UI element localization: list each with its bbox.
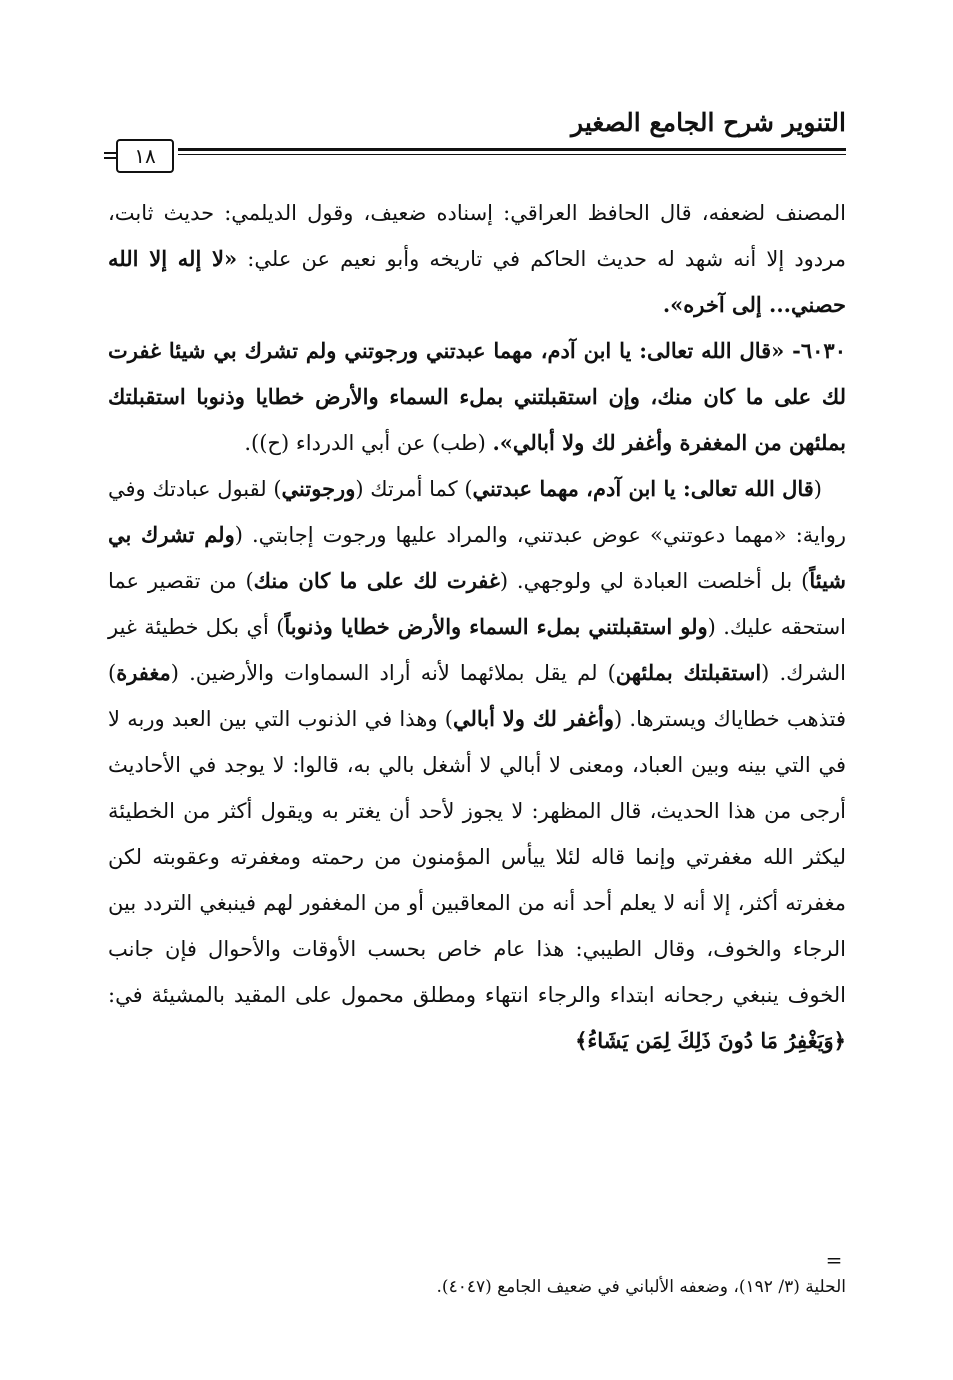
bold-segment: ٦٠٣٠- «قال الله تعالى: يا ابن آدم، مهما عبدتني ورجوتني ولم تشرك بي شيئا غفرت لك على ما كان منك، وإن استقبلتني بملء السماء والأرض خطايا وذنوبا استقبلتك بملئهن من المغفرة وأغفر لك ولا أبالي». [108,338,846,455]
bold-segment: قال الله تعالى: يا ابن آدم، مهما عبدتني [472,476,814,501]
header-rule-thin [178,154,846,155]
text-segment: المصنف لضعفه، قال الحافظ العراقي: إسناده ضعيف، وقول الديلمي: حديث ثابت، مردود إلا أنه شهد له حديث الحاكم في تاريخه وأبو نعيم عن علي: [108,201,846,271]
text-segment: ) من تقصير عما استحقه عليك. ( [108,569,846,639]
text-segment: ) فتذهب خطاياك ويسترها. ( [108,661,846,731]
footnote: الحلية (٣/ ١٩٢)، وضعفه الألباني في ضعيف الجامع (٤٠٤٧). [436,1277,846,1297]
bold-segment: مغفرة [116,660,171,685]
text-segment: ) بل أخلصت العبادة لي ولوجهي. ( [499,569,810,593]
bold-segment: ﴿وَيَغْفِرُ مَا دُونَ ذَلِكَ لِمَن يَشَاءُ﴾ [575,1028,846,1053]
footnote-continuation-mark: = [825,1248,843,1272]
text-segment: ) لقبول عبادتك وفي رواية: «مهما دعوتني» عوض عبدتني، والمراد عليها ورجوت إجابتي. ( [108,477,846,547]
text-segment: (طب) عن أبي الدرداء (ح)). [244,431,493,455]
bold-segment: وأغفر لك ولا أبالي [452,706,614,731]
page-box-rule-bottom [104,157,116,159]
paragraph-3 [108,466,846,1064]
text-segment: ) لم يقل بملائهما لأنه أراد السماوات والأرضين. ( [170,661,616,685]
paragraph-2 [108,328,846,466]
paragraph-1 [108,190,846,328]
bold-segment: استقبلتك بملئهن [615,660,762,685]
text-segment: ) أي بكل خطيئة غير الشرك. ( [108,615,847,685]
running-title: التنوير شرح الجامع الصغير [571,108,846,137]
header-rule-thick [178,148,846,151]
bold-segment: ولم تشرك بي شيئاً [108,522,846,593]
bold-segment: ورجوتني [281,476,356,501]
text-segment: ( [813,477,822,501]
bold-segment: ولو استقبلتني بملء السماء والأرض خطايا وذنوباً [284,614,708,639]
page-number-box [116,139,174,173]
body-text [108,190,846,1064]
page-number: ١٨ [134,144,156,168]
text-segment: ) وهذا في الذنوب التي بين العبد وربه لا في التي بينه وبين العباد، ومعنى لا أبالي لا أشغل بالي به، قالوا: لا يوجد في الأحاديث أرجى من هذا الحديث، قال المظهر: لا يجوز لأحد أن يغتر به ويقول أكثر من الخطيئة ليكثر الله مغفرتي وإنما قاله لئلا ييأس المؤمنون من رحمته ومغفرته وعقوبته لكن مغفرته أكثر، إلا أنه لا يعلم أحد أنه من المعاقبين أو من المغفور لهم فينبغي التردد بين الرجاء والخوف، وقال الطيبي: هذا عام خاص بحسب الأوقات والأحوال فإن جانب الخوف ينبغي رجحانه ابتداء والرجاء انتهاء ومطلق محمول على المقيد بالمشيئة في: [108,707,846,1007]
page-box-rule-top [104,152,116,154]
page-header [108,108,846,180]
bold-segment: «لا إله إلا الله حصني... إلى آخره». [108,246,846,317]
text-segment: ) كما أمرتك ( [355,477,473,501]
bold-segment: غفرت لك على ما كان منك [253,568,500,593]
